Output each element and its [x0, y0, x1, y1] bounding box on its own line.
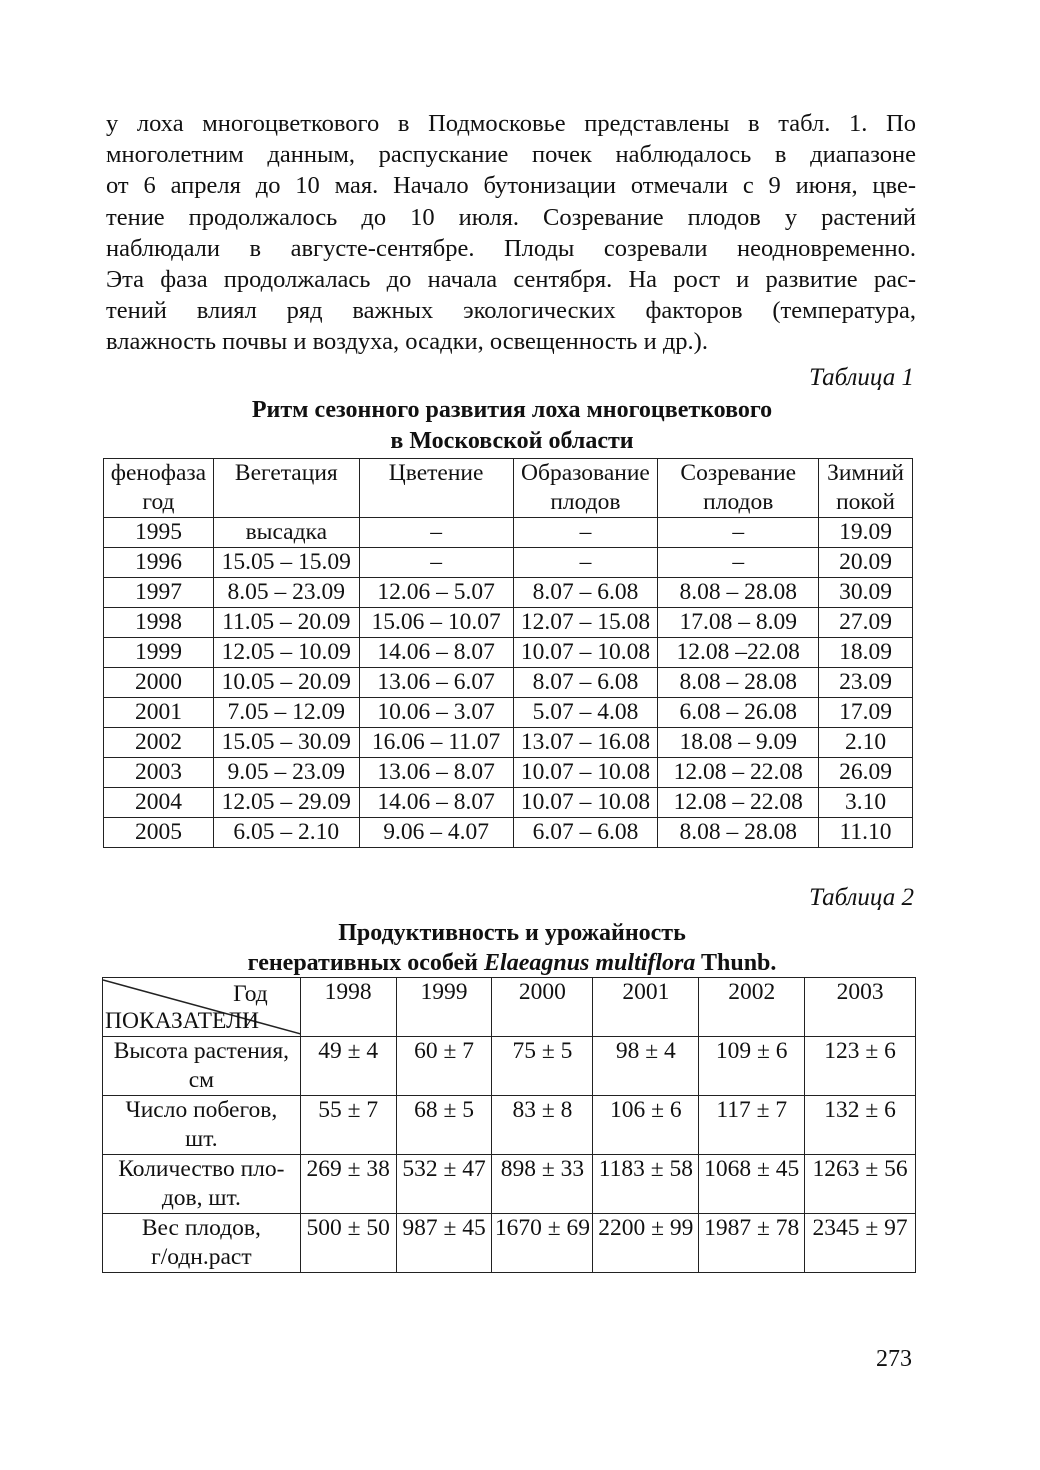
year-header-cell: 2000 [492, 978, 593, 1037]
value-cell: 1987 ± 78 [699, 1214, 805, 1273]
table-cell: 10.05 – 20.09 [213, 668, 359, 698]
table-cell: 18.08 – 9.09 [658, 728, 819, 758]
year-header-cell: 2001 [593, 978, 699, 1037]
table-cell: 12.05 – 10.09 [213, 638, 359, 668]
value-cell: 117 ± 7 [699, 1096, 805, 1155]
table1-title-line1: Ритм сезонного развития лоха многоцветкового [251, 397, 773, 423]
corner-indicators-label: ПОКАЗАТЕЛИ [105, 1008, 259, 1034]
indicator-label-cell [103, 1155, 301, 1214]
table-row [104, 578, 913, 608]
value-cell: 55 ± 7 [300, 1096, 396, 1155]
page-number: 273 [876, 1346, 912, 1372]
year-cell: 2005 [104, 818, 214, 848]
header-cell-fruit-ripening: Созревание плодов [658, 459, 819, 518]
paragraph-line: тений влиял ряд важных экологических факторов (температура, [106, 297, 916, 325]
table-cell: 3.10 [819, 788, 913, 818]
header-cell-fruit-formation: Образование плодов [513, 459, 658, 518]
value-cell: 269 ± 38 [300, 1155, 396, 1214]
table-cell: 15.05 – 15.09 [213, 548, 359, 578]
table-cell: 27.09 [819, 608, 913, 638]
value-cell: 98 ± 4 [593, 1037, 699, 1096]
value-cell: 1670 ± 69 [492, 1214, 593, 1273]
table-cell: 13.06 – 6.07 [359, 668, 513, 698]
table-row [104, 548, 913, 578]
header-cell-flowering: Цветение [359, 459, 513, 518]
value-cell: 123 ± 6 [805, 1037, 916, 1096]
year-cell: 2002 [104, 728, 214, 758]
table-cell: – [359, 518, 513, 548]
table-cell: 15.06 – 10.07 [359, 608, 513, 638]
table2-title-species: Elaeagnus multiflora [484, 950, 696, 976]
table-cell: 9.06 – 4.07 [359, 818, 513, 848]
value-cell: 106 ± 6 [593, 1096, 699, 1155]
table-cell: 8.08 – 28.08 [658, 668, 819, 698]
table-cell: 18.09 [819, 638, 913, 668]
table-cell: – [513, 518, 658, 548]
table-cell: 14.06 – 8.07 [359, 788, 513, 818]
table-row [104, 518, 913, 548]
table-cell: 20.09 [819, 548, 913, 578]
year-header-cell: 2003 [805, 978, 916, 1037]
indicator-label-line: Количество пло- [118, 1156, 285, 1182]
corner-cell [103, 978, 301, 1037]
table-cell: 8.08 – 28.08 [658, 578, 819, 608]
table-cell: 6.08 – 26.08 [658, 698, 819, 728]
indicator-label-line: Вес плодов, [141, 1215, 261, 1241]
table-row [104, 608, 913, 638]
table2-title-line1: Продуктивность и урожайность [338, 920, 686, 946]
table-cell: 12.06 – 5.07 [359, 578, 513, 608]
year-header-cell: 1999 [396, 978, 492, 1037]
table-cell: 12.08 – 22.08 [658, 788, 819, 818]
table-cell: 13.07 – 16.08 [513, 728, 658, 758]
table-cell: 11.10 [819, 818, 913, 848]
year-cell: 1996 [104, 548, 214, 578]
table-cell: 15.05 – 30.09 [213, 728, 359, 758]
value-cell: 1263 ± 56 [805, 1155, 916, 1214]
paragraph-line: влажность почвы и воздуха, осадки, освещенность и др.). [106, 328, 708, 356]
table-cell: 12.05 – 29.09 [213, 788, 359, 818]
table-cell: 7.05 – 12.09 [213, 698, 359, 728]
value-cell: 987 ± 45 [396, 1214, 492, 1273]
table-row [104, 728, 913, 758]
table-row [103, 1096, 916, 1155]
table-cell: 12.07 – 15.08 [513, 608, 658, 638]
table-row [104, 668, 913, 698]
paragraph-line: Эта фаза продолжалась до начала сентября. На рост и развитие рас- [106, 266, 916, 294]
value-cell: 83 ± 8 [492, 1096, 593, 1155]
table-cell: 12.08 –22.08 [658, 638, 819, 668]
table-row [103, 1155, 916, 1214]
value-cell: 500 ± 50 [300, 1214, 396, 1273]
table-cell: 14.06 – 8.07 [359, 638, 513, 668]
table-cell: 17.09 [819, 698, 913, 728]
table2-title-author: Thunb. [700, 950, 777, 976]
table-row [103, 1214, 916, 1273]
table-cell: 9.05 – 23.09 [213, 758, 359, 788]
table-cell: 10.07 – 10.08 [513, 638, 658, 668]
table-cell: 5.07 – 4.08 [513, 698, 658, 728]
table-cell: 30.09 [819, 578, 913, 608]
table-cell: 2.10 [819, 728, 913, 758]
table-row [103, 1037, 916, 1096]
value-cell: 68 ± 5 [396, 1096, 492, 1155]
table-cell: 11.05 – 20.09 [213, 608, 359, 638]
indicator-label-cell [103, 1214, 301, 1273]
phenology-table [103, 458, 913, 848]
table-row [104, 788, 913, 818]
indicator-label-line: шт. [185, 1126, 218, 1152]
value-cell: 532 ± 47 [396, 1155, 492, 1214]
indicator-label-line: Число побегов, [125, 1097, 278, 1123]
table-cell: 6.07 – 6.08 [513, 818, 658, 848]
year-cell: 1999 [104, 638, 214, 668]
indicator-label-cell [103, 1037, 301, 1096]
corner-year-label: Год [233, 981, 268, 1007]
table-row [104, 638, 913, 668]
table-row [104, 698, 913, 728]
table-cell: 12.08 – 22.08 [658, 758, 819, 788]
table-cell: 16.06 – 11.07 [359, 728, 513, 758]
table2-header-row [103, 978, 916, 1037]
header-cell-vegetation: Вегетация [213, 459, 359, 518]
table-cell: – [513, 548, 658, 578]
table-cell: 10.06 – 3.07 [359, 698, 513, 728]
table-cell: 8.08 – 28.08 [658, 818, 819, 848]
table2-title-line2 [0, 948, 1024, 979]
value-cell: 60 ± 7 [396, 1037, 492, 1096]
table2-label: Таблица 2 [809, 884, 914, 911]
table1-title-line2: в Московской области [390, 428, 634, 454]
table1-header-row [104, 459, 913, 518]
table1-label: Таблица 1 [809, 364, 914, 391]
productivity-table [102, 977, 916, 1273]
paragraph-line: от 6 апреля до 10 мая. Начало бутонизации отмечали с 9 июня, цве- [106, 172, 916, 200]
table-cell: – [658, 548, 819, 578]
paragraph-line: многолетним данным, распускание почек наблюдалось в диапазоне [106, 141, 916, 169]
year-cell: 2000 [104, 668, 214, 698]
indicator-label-line: дов, шт. [161, 1185, 241, 1211]
value-cell: 109 ± 6 [699, 1037, 805, 1096]
paragraph-line: у лоха многоцветкового в Подмосковье представлены в табл. 1. По [106, 110, 916, 137]
table-row [104, 758, 913, 788]
indicator-label-line: г/одн.раст [151, 1244, 252, 1270]
value-cell: 898 ± 33 [492, 1155, 593, 1214]
paragraph-line: наблюдали в августе-сентябре. Плоды созревали неодновременно. [106, 234, 916, 262]
table-cell: 8.07 – 6.08 [513, 668, 658, 698]
table-cell: 19.09 [819, 518, 913, 548]
value-cell: 2345 ± 97 [805, 1214, 916, 1273]
header-cell-phenophase: фенофаза год [104, 459, 214, 518]
indicator-label-cell [103, 1096, 301, 1155]
header-cell-winter-dormancy: Зимний покой [819, 459, 913, 518]
value-cell: 132 ± 6 [805, 1096, 916, 1155]
year-cell: 2003 [104, 758, 214, 788]
year-cell: 2004 [104, 788, 214, 818]
table-cell: 8.05 – 23.09 [213, 578, 359, 608]
table-cell: 23.09 [819, 668, 913, 698]
year-cell: 1995 [104, 518, 214, 548]
table-cell: 17.08 – 8.09 [658, 608, 819, 638]
year-cell: 1997 [104, 578, 214, 608]
table-cell: 10.07 – 10.08 [513, 758, 658, 788]
paragraph-line: тение продолжалось до 10 июля. Созревание плодов у растений [106, 203, 916, 231]
table-cell: 10.07 – 10.08 [513, 788, 658, 818]
value-cell: 2200 ± 99 [593, 1214, 699, 1273]
table-row [104, 818, 913, 848]
table-cell: – [359, 548, 513, 578]
indicator-label-line: Высота растения, [113, 1038, 290, 1064]
value-cell: 75 ± 5 [492, 1037, 593, 1096]
value-cell: 1183 ± 58 [593, 1155, 699, 1214]
year-cell: 1998 [104, 608, 214, 638]
body-paragraph [106, 108, 916, 358]
table-cell: высадка [213, 518, 359, 548]
table-cell: 8.07 – 6.08 [513, 578, 658, 608]
year-cell: 2001 [104, 698, 214, 728]
table2-title-prefix: генеративных особей [247, 950, 479, 976]
value-cell: 49 ± 4 [300, 1037, 396, 1096]
table-cell: 26.09 [819, 758, 913, 788]
table-cell: 6.05 – 2.10 [213, 818, 359, 848]
indicator-label-line: см [188, 1067, 215, 1093]
year-header-cell: 2002 [699, 978, 805, 1037]
year-header-cell: 1998 [300, 978, 396, 1037]
value-cell: 1068 ± 45 [699, 1155, 805, 1214]
table-cell: 13.06 – 8.07 [359, 758, 513, 788]
table-cell: – [658, 518, 819, 548]
